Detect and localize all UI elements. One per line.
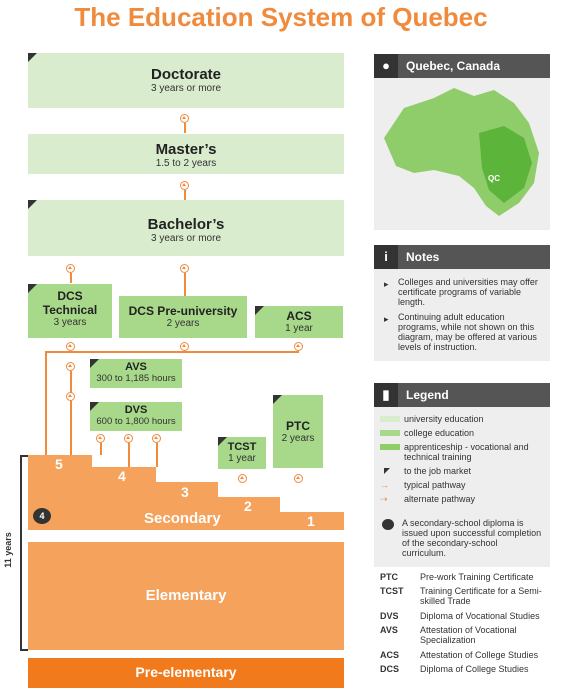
- job-market-corner: [28, 200, 37, 209]
- abbr-dvs: DVS: [380, 611, 399, 621]
- pathway-arrow-icon: [66, 362, 75, 371]
- dvs-box: [90, 402, 182, 431]
- pathway-arrow-icon: [180, 342, 189, 351]
- job-market-corner: [90, 402, 99, 411]
- abbr-acs: ACS: [380, 650, 400, 660]
- legend-header-label: Legend: [406, 388, 449, 402]
- abbr-tcst: TCST: [380, 586, 404, 596]
- bachelors-box: [28, 200, 344, 256]
- abbr-acs-text: Attestation of College Studies: [420, 650, 539, 660]
- dcs-preuniversity-duration: 2 years: [166, 318, 200, 329]
- legend-vocational: apprenticeship - vocational and technical training: [404, 442, 529, 462]
- alternate-pathway-icon: ⇢: [380, 494, 388, 504]
- secondary-step-1: 1: [307, 513, 315, 529]
- pathway-arrow-icon: [66, 342, 75, 351]
- doctorate-box: [28, 53, 344, 108]
- dvs-label: DVS: [124, 404, 148, 416]
- page-title: The Education System of Quebec: [74, 2, 488, 32]
- bachelors-duration: 3 years or more: [150, 233, 222, 244]
- tcst-box: [218, 437, 266, 469]
- legend-market: to the job market: [404, 466, 472, 476]
- legend-diploma-note: A secondary-school diploma is issued upon successful completion of the secondary-school curriculum.: [402, 518, 542, 558]
- map-panel: [374, 78, 550, 230]
- job-market-corner: [255, 306, 264, 315]
- tcst-label: TCST: [227, 441, 257, 453]
- pathway-arrow-icon: [66, 392, 75, 401]
- note-bullet-icon: ▸: [384, 314, 389, 324]
- note-item-1: Colleges and universities may offer certificate programs of variable length.: [398, 277, 538, 307]
- job-market-corner: [90, 359, 99, 368]
- eleven-years-label: 11 years: [3, 532, 13, 568]
- info-icon: i: [374, 245, 398, 269]
- acs-box: [255, 306, 343, 338]
- dcs-technical-box: [28, 284, 112, 338]
- abbr-dcs: DCS: [380, 664, 400, 674]
- pathway-arrow-icon: [180, 264, 189, 273]
- job-market-corner: [28, 53, 37, 62]
- job-market-corner: [28, 284, 37, 293]
- abbr-avs-text: Attestation of Vocational Specialization: [420, 625, 517, 645]
- doctorate-label: Doctorate: [150, 66, 221, 83]
- job-market-corner-icon: [384, 468, 390, 474]
- doctorate-duration: 3 years or more: [150, 83, 222, 94]
- pathway-arrow-icon: [180, 181, 189, 190]
- map-header: [374, 54, 550, 78]
- elementary-box: [28, 542, 344, 650]
- secondary-step-3: 3: [181, 484, 189, 500]
- dvs-duration: 600 to 1,800 hours: [96, 416, 176, 427]
- pathway-arrow-icon: [96, 434, 105, 443]
- canada-map-icon: [374, 78, 550, 230]
- ptc-label: PTC: [286, 419, 310, 433]
- legend-typical: typical pathway: [404, 480, 466, 490]
- ptc-duration: 2 years: [281, 433, 315, 444]
- secondary-step-5: 5: [55, 456, 63, 472]
- abbr-dvs-text: Diploma of Vocational Studies: [420, 611, 540, 621]
- bachelors-label: Bachelor’s: [147, 216, 225, 233]
- map-header-label: Quebec, Canada: [406, 59, 501, 73]
- abbr-dcs-text: Diploma of College Studies: [420, 664, 529, 674]
- secondary-step-4: 4: [118, 468, 126, 484]
- university-swatch: [380, 416, 400, 422]
- masters-label: Master’s: [155, 141, 217, 158]
- notes-header-label: Notes: [406, 250, 440, 264]
- avs-label: AVS: [125, 361, 147, 373]
- avs-duration: 300 to 1,185 hours: [96, 373, 176, 384]
- preelementary-label: Pre-elementary: [135, 664, 237, 680]
- legend-college: college education: [404, 428, 475, 438]
- pathway-arrow-icon: [294, 342, 303, 351]
- secondary-step-2: 2: [244, 498, 252, 514]
- tcst-duration: 1 year: [228, 453, 256, 464]
- bookmark-icon: ▮: [374, 383, 398, 407]
- notes-header: [374, 245, 550, 269]
- masters-duration: 1.5 to 2 years: [155, 158, 217, 169]
- masters-box: [28, 134, 344, 174]
- note-bullet-icon: ▸: [384, 279, 389, 289]
- dcs-technical-label-1: DCS: [57, 289, 83, 303]
- ptc-box: [273, 395, 323, 468]
- legend-alternate: alternate pathway: [404, 494, 476, 504]
- legend-header: [374, 383, 550, 407]
- acs-label: ACS: [286, 309, 312, 323]
- vocational-swatch: [380, 444, 400, 450]
- pathway-arrow-icon: [152, 434, 161, 443]
- job-market-corner: [273, 395, 282, 404]
- acs-duration: 1 year: [285, 323, 313, 334]
- dcs-preuniversity-label: DCS Pre-university: [128, 304, 238, 318]
- abbr-tcst-text: Training Certificate for a Semi-skilled Trade: [420, 586, 542, 606]
- abbr-ptc: PTC: [380, 572, 398, 582]
- preelementary-box: [28, 658, 344, 688]
- elementary-label: Elementary: [145, 587, 227, 604]
- pathway-arrow-icon: [180, 114, 189, 123]
- pathway-arrow-icon: [66, 264, 75, 273]
- diploma-icon: [382, 519, 394, 530]
- pathway-arrow-icon: [238, 474, 247, 483]
- pathway-arrow-icon: [124, 434, 133, 443]
- college-swatch: [380, 430, 400, 436]
- location-pin-icon: ●: [374, 54, 398, 78]
- dcs-technical-label-2: Technical: [42, 303, 98, 317]
- typical-pathway-icon: →: [380, 480, 389, 490]
- abbr-avs: AVS: [380, 625, 398, 635]
- avs-box: [90, 359, 182, 388]
- pathway-arrow-icon: [294, 474, 303, 483]
- dcs-technical-duration: 3 years: [53, 317, 87, 328]
- qc-label: QC: [488, 174, 500, 183]
- diploma-badge-icon: 4: [33, 508, 51, 524]
- abbr-ptc-text: Pre-work Training Certificate: [420, 572, 534, 582]
- job-market-corner: [218, 437, 227, 446]
- secondary-label: Secondary: [144, 510, 221, 527]
- note-item-2: Continuing adult education programs, while not shown on this diagram, may be offered at various levels of instruction.: [398, 312, 537, 352]
- dcs-preuniversity-box: [119, 296, 247, 338]
- legend-university: university education: [404, 414, 484, 424]
